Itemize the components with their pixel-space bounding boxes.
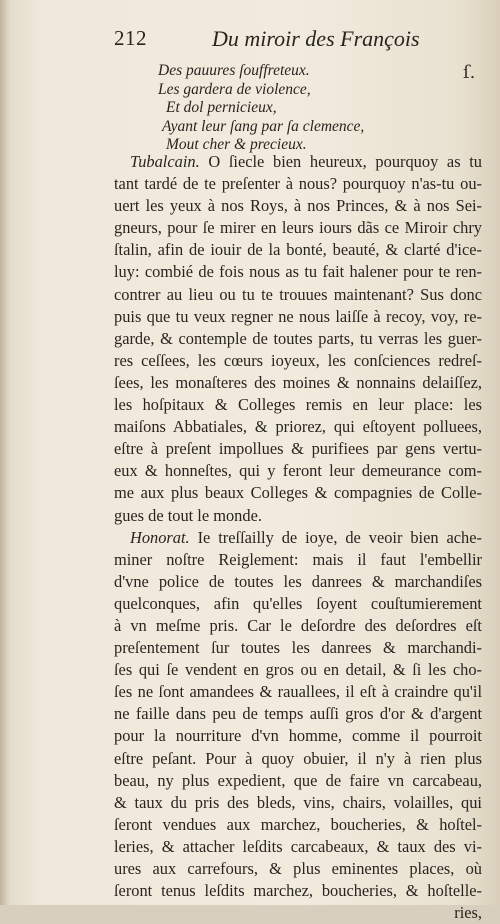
body-text <box>114 151 482 924</box>
text-line: beau, ny plus expedient, que de faire vn carcabeau, <box>114 770 482 790</box>
speaker-name: Honorat. <box>130 527 190 547</box>
text-line: leries, & attacher leſdits carcabeaux, & taux des vi- <box>114 836 482 856</box>
paragraph-first-line <box>114 151 482 173</box>
text-line: ſtalin, afin de iouir de la bonté, beauté, & clarté d'ice- <box>114 240 482 260</box>
text-line: eſtre à preſent impollues & purifiees par gens vertu- <box>114 439 482 459</box>
text-line: ures aux carrefours, & plus eminentes places, où <box>114 859 482 878</box>
page-header <box>114 26 462 52</box>
verse-line: Ayant leur ſang par ſa clemence, <box>162 117 365 135</box>
text-line: luy: combié de fois nous as tu fait halener pour te ren- <box>114 262 482 282</box>
text-line: eux & honneſtes, qui y feront leur demeurance com- <box>114 461 482 481</box>
text-line: d'vne police de toutes les danrees & marchandiſes <box>114 571 482 591</box>
text-line: contrer au lieu ou tu te trouues maintenant? Sus donc <box>114 284 482 304</box>
text-line: Ie treſſailly de ioye, de veoir bien ache- <box>189 527 482 547</box>
text-line: uert les yeux à nos Roys, à nos Princes, & à nos Sei- <box>114 196 482 216</box>
text-line: puis que tu veux regner ne nous laiſſe à recoy, voy, re- <box>114 306 482 326</box>
text-line: res ceſſees, les cœurs ioyeux, les conſciences redreſ- <box>114 350 482 370</box>
text-line: eſtre peſant. Pour à quoy obuier, il n'y à rien plus <box>114 748 482 768</box>
text-line: maiſons Abbatiales, & priorez, qui eſtoyent polluees, <box>114 417 482 437</box>
text-line: ſees, les monaſteres des moines & nonnains delaiſſez, <box>114 372 482 392</box>
text-line: tant tardé de te preſenter à nous? pourquoy n'as-tu ou- <box>114 174 482 194</box>
text-line: ſes ne ſont amandees & rauallees, il eſt à craindre qu'il <box>114 682 482 702</box>
text-line: gues de tout le monde. <box>114 505 262 525</box>
text-line: à vn meſme pris. Car le deſordre des deſordres eſt <box>114 615 482 635</box>
verse-block <box>158 62 458 155</box>
text-line: ſes qui ſe vendent en gros ou en detail, & ſi les cho- <box>114 660 482 680</box>
verse-line: Et dol pernicieux, <box>166 99 277 116</box>
verse-line: Les gardera de violence, <box>158 80 311 98</box>
verse-line: Mout cher & precieux. <box>166 136 307 153</box>
text-line: ſeront vendues aux marchez, boucheries, & hoſtel- <box>114 814 482 834</box>
margin-mark: ſ. <box>463 62 476 83</box>
verse-line: Des pauures ſouffreteux. <box>158 62 310 79</box>
paragraph-first-line <box>114 527 482 549</box>
text-line: me aux plus beaux Colleges & compagnies de Colle- <box>114 483 482 503</box>
text-line: quelconques, afin qu'elles ſoyent couſtumierement <box>114 593 482 613</box>
text-line: gneurs, pour ſe mirer en leurs iours dãs ce Miroir chry <box>114 218 482 238</box>
text-line: O ſiecle bien heureux, pourquoy as tu <box>199 152 482 171</box>
text-line: les hoſpitaux & Colleges remis en leur place: les <box>114 395 482 415</box>
text-line: & taux du pris des bleds, vins, chairs, volailles, qui <box>114 792 482 812</box>
text-line: miner noſtre Reiglement: mais il faut l'embellir <box>114 549 482 569</box>
page-number: 212 <box>114 26 147 50</box>
text-line: ſeront tenus leſdits marchez, boucheries, & hoſtelle- <box>114 881 482 901</box>
text-line: ne faille dans peu de temps auſſi gros d'or & d'argent <box>114 704 482 724</box>
text-line: preſentement ſur toutes les danrees & marchandi- <box>114 638 482 658</box>
catchword: ries, <box>454 903 482 923</box>
text-line: garde, & contemple de toutes parts, tu verras les guer- <box>114 328 482 348</box>
speaker-name: Tubalcain. <box>130 152 200 171</box>
running-title: Du miroir des François <box>212 26 420 51</box>
text-line: pour la nourriture d'vn homme, comme il pourroit <box>114 726 482 746</box>
